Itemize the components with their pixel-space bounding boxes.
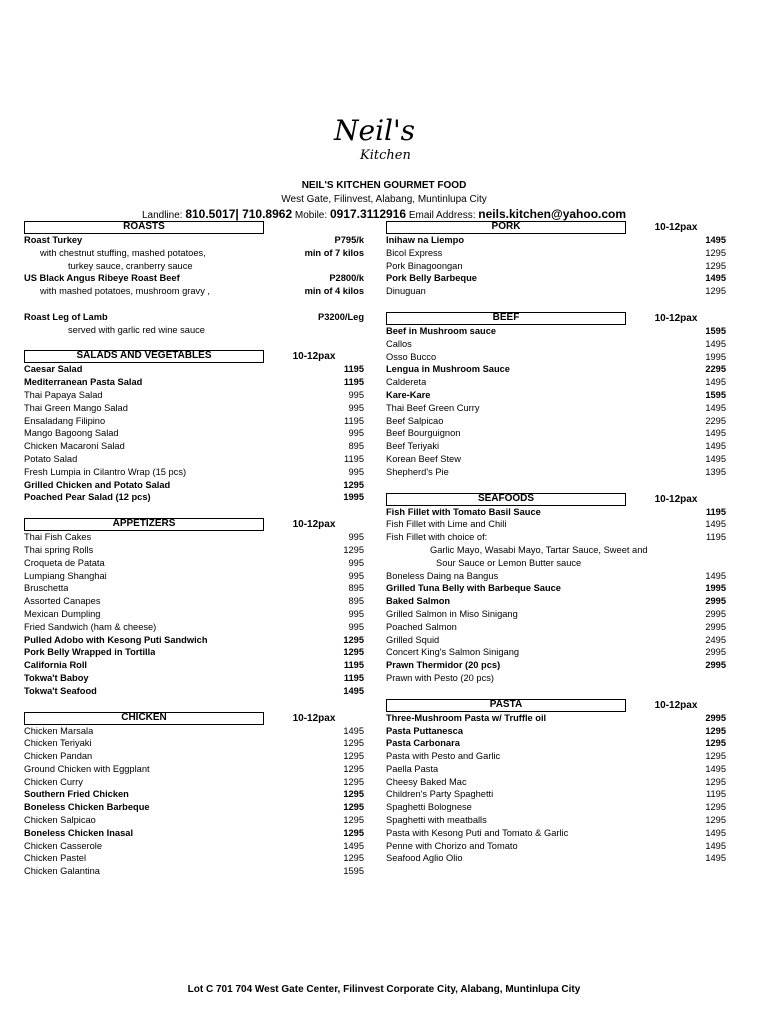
item-name: Pork Belly Barbeque: [386, 273, 477, 284]
item-name: Lumpiang Shanghai: [24, 570, 107, 581]
item-name: Penne with Chorizo and Tomato: [386, 840, 518, 851]
menu-item: [24, 531, 364, 544]
menu-item: [386, 763, 726, 776]
menu-item: [24, 582, 364, 595]
contact-line: [0, 207, 768, 221]
item-price: 995: [348, 389, 364, 400]
menu-item: [386, 531, 726, 544]
menu-item: [386, 415, 726, 428]
section-header: [386, 312, 726, 325]
item-price: 1295: [343, 763, 364, 774]
item-price: 1995: [343, 492, 364, 503]
menu-item: [24, 801, 364, 814]
item-price: 895: [348, 583, 364, 594]
item-name: Tokwa't Seafood: [24, 685, 97, 696]
item-price: 1995: [705, 351, 726, 362]
item-name: Thai Beef Green Curry: [386, 402, 480, 413]
menu-item: [386, 582, 726, 595]
item-name: Mexican Dumpling: [24, 608, 101, 619]
item-price: 2995: [705, 621, 726, 632]
section-header: [24, 350, 364, 363]
item-name: Roast Turkey: [24, 235, 83, 245]
item-price: 1495: [705, 441, 726, 452]
menu-item: [24, 737, 364, 750]
menu-item: [386, 453, 726, 466]
item-price: 1295: [343, 634, 364, 645]
menu-item: [386, 376, 726, 389]
item-price: P795/k: [334, 235, 364, 245]
menu-item: [386, 725, 726, 738]
item-name: Prawn Thermidor (20 pcs): [386, 660, 501, 671]
menu-item: [24, 685, 364, 698]
menu-section: [24, 350, 364, 504]
menu-item: [24, 491, 364, 504]
item-price: 1295: [705, 286, 726, 297]
item-price: 1495: [343, 840, 364, 851]
item-name: Fish Fillet with choice of:: [386, 532, 488, 543]
menu-item: [24, 750, 364, 763]
section-pax: 10-12pax: [292, 351, 336, 363]
section-pax: 10-12pax: [654, 222, 698, 233]
menu-item: [386, 402, 726, 415]
item-price: 1195: [343, 364, 364, 375]
item-price: 1295: [343, 544, 364, 555]
item-name: Fish Fillet with Lime and Chili: [386, 519, 507, 530]
item-name: Dinuguan: [386, 286, 426, 297]
menu-item: [386, 634, 726, 647]
menu-item: [386, 506, 726, 519]
item-price: 1195: [344, 415, 364, 426]
menu-item: [386, 440, 726, 453]
item-price: 1495: [705, 428, 726, 439]
item-name: Chicken Galantina: [24, 866, 100, 877]
item-name: Boneless Chicken Barbeque: [24, 802, 150, 813]
menu-item: [386, 247, 726, 260]
item-name: Boneless Daing na Bangus: [386, 570, 499, 581]
item-price: 2495: [705, 634, 726, 645]
item-price: 1295: [343, 827, 364, 838]
menu-item: [24, 402, 364, 415]
menu-item: [386, 518, 726, 531]
item-name: Beef Teriyaki: [386, 441, 440, 452]
menu-item: [386, 570, 726, 583]
menu-item: [24, 247, 364, 260]
item-price: 1495: [705, 235, 726, 245]
item-name: Lengua in Mushroom Sauce: [386, 364, 510, 375]
spacer: [24, 298, 364, 311]
item-name: Grilled Salmon in Miso Sinigang: [386, 608, 518, 619]
item-name: Baked Salmon: [386, 596, 451, 607]
item-price: 1295: [343, 479, 364, 490]
item-name: Thai spring Rolls: [24, 544, 94, 555]
item-name: Grilled Chicken and Potato Salad: [24, 479, 171, 490]
section-header: [24, 221, 364, 234]
left-column: [24, 221, 364, 892]
item-price: 1395: [705, 466, 726, 477]
menu-item: [24, 479, 364, 492]
item-name: Spaghetti with meatballs: [386, 815, 487, 826]
menu-item: [24, 466, 364, 479]
menu-section: [24, 221, 364, 336]
item-name: Osso Bucco: [386, 351, 437, 362]
item-price: 1295: [343, 789, 364, 800]
item-price: min of 7 kilos: [304, 247, 364, 258]
section-title: CHICKEN: [24, 712, 264, 725]
item-price: 1295: [343, 738, 364, 749]
item-name: Cheesy Baked Mac: [386, 776, 467, 787]
item-name: Poached Salmon: [386, 621, 457, 632]
menu-item: [24, 659, 364, 672]
item-price: 1495: [705, 453, 726, 464]
header-address: West Gate, Filinvest, Alabang, Muntinlupa City: [281, 194, 487, 205]
item-price: 1295: [705, 815, 726, 826]
menu-item: [386, 827, 726, 840]
landline-value: 810.5017| 710.8962: [185, 207, 293, 221]
item-name: Bruschetta: [24, 583, 69, 594]
item-price: 1295: [343, 853, 364, 864]
menu-item: [24, 544, 364, 557]
section-title: PORK: [386, 221, 626, 234]
menu-section: [386, 493, 726, 685]
item-name: Beef Salpicao: [386, 415, 444, 426]
item-name: Fish Fillet with Tomato Basil Sauce: [386, 506, 541, 517]
item-price: 1195: [343, 672, 364, 683]
item-note: served with garlic red wine sauce: [68, 324, 205, 335]
menu-item: [24, 827, 364, 840]
item-price: 1195: [343, 377, 364, 388]
item-note: Garlic Mayo, Wasabi Mayo, Tartar Sauce, Sweet and: [430, 544, 648, 555]
item-name: Kare-Kare: [386, 389, 431, 400]
menu-item: [386, 389, 726, 402]
item-name: Seafood Aglio Olio: [386, 853, 463, 864]
item-price: 1295: [705, 802, 726, 813]
menu-item: [24, 376, 364, 389]
email-label: Email Address:: [408, 210, 476, 221]
item-name: Pork Belly Wrapped in Tortilla: [24, 647, 156, 658]
item-price: 995: [348, 570, 364, 581]
item-name: Children's Party Spaghetti: [386, 789, 494, 800]
item-price: 2995: [705, 712, 726, 723]
menu-item: [386, 750, 726, 763]
menu-item: [386, 234, 726, 247]
item-name: Chicken Pandan: [24, 751, 93, 762]
menu-item: [386, 285, 726, 298]
right-column: [386, 221, 726, 879]
menu-item: [386, 659, 726, 672]
menu-item: [386, 788, 726, 801]
item-name: Grilled Squid: [386, 634, 440, 645]
section-header: [386, 221, 726, 234]
item-price: 1195: [705, 506, 726, 517]
menu-item: [24, 814, 364, 827]
menu-item: [24, 311, 364, 324]
menu-item: [386, 608, 726, 621]
item-name: Chicken Salpicao: [24, 815, 96, 826]
item-name: Thai Green Mango Salad: [24, 402, 128, 413]
item-price: 1595: [705, 389, 726, 400]
item-price: 1195: [344, 453, 364, 464]
item-name: US Black Angus Ribeye Roast Beef: [24, 273, 180, 284]
menu-item: [386, 466, 726, 479]
item-price: 1495: [705, 519, 726, 530]
item-price: 1295: [705, 738, 726, 749]
item-name: Concert King's Salmon Sinigang: [386, 647, 520, 658]
item-price: 1295: [343, 647, 364, 658]
menu-section: [386, 699, 726, 866]
item-name: Assorted Canapes: [24, 596, 101, 607]
menu-item: [386, 776, 726, 789]
item-name: Korean Beef Stew: [386, 453, 461, 464]
menu-item: [24, 725, 364, 738]
item-name: Caldereta: [386, 377, 427, 388]
item-name: Pasta Puttanesca: [386, 725, 463, 736]
menu-item: [386, 325, 726, 338]
item-name: Ensaladang Filipino: [24, 415, 106, 426]
item-name: Chicken Macaroni Salad: [24, 441, 125, 452]
item-price: 995: [348, 532, 364, 543]
item-name: Bicol Express: [386, 247, 443, 258]
item-name: Roast Leg of Lamb: [24, 311, 108, 322]
item-name: Callos: [386, 338, 412, 349]
item-name: Thai Papaya Salad: [24, 389, 103, 400]
logo: [324, 112, 444, 172]
item-price: 1495: [343, 685, 364, 696]
item-name: Shepherd's Pie: [386, 466, 449, 477]
item-name: Beef Bourguignon: [386, 428, 461, 439]
menu-item: [24, 852, 364, 865]
item-name: Spaghetti Bolognese: [386, 802, 472, 813]
email-value[interactable]: neils.kitchen@yahoo.com: [478, 207, 627, 221]
menu-item: [24, 595, 364, 608]
item-price: 2995: [705, 596, 726, 607]
menu-item: [24, 763, 364, 776]
item-name: Southern Fried Chicken: [24, 789, 129, 800]
logo-top: Neil's: [334, 114, 416, 147]
item-price: 1295: [705, 776, 726, 787]
item-note: turkey sauce, cranberry sauce: [68, 260, 193, 271]
menu-item: [386, 852, 726, 865]
menu-item: [24, 427, 364, 440]
item-price: 995: [348, 621, 364, 632]
item-note: Sour Sauce or Lemon Butter sauce: [436, 557, 582, 568]
item-name: Three-Mushroom Pasta w/ Truffle oil: [386, 712, 547, 723]
item-price: 995: [348, 608, 364, 619]
menu-item: [386, 646, 726, 659]
menu-item: [24, 621, 364, 634]
section-title: PASTA: [386, 699, 626, 712]
menu-item: [24, 285, 364, 298]
menu-section: [386, 221, 726, 298]
item-price: 1295: [705, 260, 726, 271]
section-pax: 10-12pax: [654, 699, 698, 711]
item-price: 1295: [343, 776, 364, 787]
menu-item: [386, 351, 726, 364]
logo-bottom: Kitchen: [360, 148, 411, 163]
item-name: Tokwa't Baboy: [24, 672, 89, 683]
menu-item: [24, 557, 364, 570]
item-price: 995: [348, 557, 364, 568]
item-name: Pasta with Pesto and Garlic: [386, 751, 501, 762]
item-name: Mango Bagoong Salad: [24, 428, 119, 439]
item-price: 1495: [343, 725, 364, 736]
menu-item: [386, 427, 726, 440]
item-price: 2295: [705, 364, 726, 375]
menu-item: [386, 260, 726, 273]
page-title: NEIL'S KITCHEN GOURMET FOOD: [301, 180, 467, 191]
item-price: 1495: [705, 763, 726, 774]
menu-item: [24, 634, 364, 647]
menu-section: [24, 712, 364, 879]
menu-item: [24, 453, 364, 466]
menu-item: [386, 737, 726, 750]
item-price: 1195: [706, 789, 726, 800]
item-name: Pulled Adobo with Kesong Puti Sandwich: [24, 634, 208, 645]
item-name: Boneless Chicken Inasal: [24, 827, 134, 838]
menu-item: [24, 570, 364, 583]
item-name: Caesar Salad: [24, 364, 83, 375]
item-name: Pasta with Kesong Puti and Tomato & Garlic: [386, 827, 569, 838]
item-name: Thai Fish Cakes: [24, 532, 92, 543]
section-pax: 10-12pax: [654, 312, 698, 324]
menu-section: [386, 312, 726, 479]
item-price: 1295: [343, 802, 364, 813]
section-header: [386, 699, 726, 712]
item-price: 1995: [705, 583, 726, 594]
item-name: Fried Sandwich (ham & cheese): [24, 621, 157, 632]
item-name: with mashed potatoes, mushroom gravy ,: [40, 286, 211, 297]
item-name: with chestnut stuffing, mashed potatoes,: [40, 247, 206, 258]
item-price: 2995: [705, 647, 726, 658]
menu-item: [24, 389, 364, 402]
section-header: [24, 518, 364, 531]
menu-item: [386, 672, 726, 685]
item-price: 995: [348, 466, 364, 477]
section-header: [24, 712, 364, 725]
item-price: 1495: [705, 827, 726, 838]
item-price: 995: [348, 402, 364, 413]
menu-item: [24, 865, 364, 878]
item-name: Chicken Curry: [24, 776, 83, 787]
item-price: 1495: [705, 840, 726, 851]
item-name: Chicken Pastel: [24, 853, 87, 864]
item-price: 1295: [705, 725, 726, 736]
menu-item: [386, 840, 726, 853]
item-name: Grilled Tuna Belly with Barbeque Sauce: [386, 583, 561, 594]
menu-item: [24, 440, 364, 453]
menu-item: [24, 608, 364, 621]
item-price: 1295: [705, 751, 726, 762]
item-price: 1295: [343, 815, 364, 826]
section-title: APPETIZERS: [24, 518, 264, 531]
item-name: Mediterranean Pasta Salad: [24, 377, 143, 388]
menu-item: [24, 776, 364, 789]
item-price: 1495: [705, 570, 726, 581]
item-name: California Roll: [24, 660, 88, 671]
item-name: Paella Pasta: [386, 763, 439, 774]
item-price: 1495: [705, 853, 726, 864]
menu-item: [386, 712, 726, 725]
item-name: Croqueta de Patata: [24, 557, 105, 568]
item-price: 1495: [705, 338, 726, 349]
menu-item: [24, 272, 364, 285]
item-price: 1295: [343, 751, 364, 762]
item-price: 1595: [343, 866, 364, 877]
item-price: 1595: [705, 325, 726, 336]
section-pax: 10-12pax: [292, 712, 336, 724]
item-price: P3200/Leg: [318, 311, 364, 322]
menu-item: [386, 595, 726, 608]
item-name: Beef in Mushroom sauce: [386, 325, 497, 336]
menu-item: [386, 338, 726, 351]
section-pax: [264, 221, 364, 234]
footer-address: Lot C 701 704 West Gate Center, Filinvest Corporate City, Alabang, Muntinlupa City: [187, 984, 581, 995]
menu-item: [386, 801, 726, 814]
section-title: SEAFOODS: [386, 493, 626, 506]
menu-item: [386, 272, 726, 285]
section-header: [386, 493, 726, 506]
item-price: P2800/k: [329, 273, 364, 284]
item-price: 995: [348, 428, 364, 439]
section-title: SALADS AND VEGETABLES: [24, 350, 264, 363]
landline-label: Landline:: [141, 210, 183, 221]
menu-item: [24, 646, 364, 659]
mobile-value: 0917.3112916: [329, 207, 407, 221]
menu-item: [386, 814, 726, 827]
item-price: 895: [348, 596, 364, 607]
item-name: Inihaw na Liempo: [386, 235, 464, 245]
menu-item: [24, 840, 364, 853]
menu-item: [24, 415, 364, 428]
menu-section: [24, 518, 364, 697]
item-name: Chicken Marsala: [24, 725, 94, 736]
menu-item: [386, 363, 726, 376]
item-price: 1495: [705, 402, 726, 413]
item-price: 1195: [706, 532, 726, 543]
item-name: Chicken Casserole: [24, 840, 103, 851]
item-price: 1495: [705, 377, 726, 388]
section-pax: 10-12pax: [292, 519, 336, 531]
menu-item: [24, 672, 364, 685]
section-title: ROASTS: [24, 221, 264, 234]
item-price: min of 4 kilos: [304, 286, 364, 297]
item-price: 1295: [705, 247, 726, 258]
menu-item: [24, 234, 364, 247]
menu-item: [386, 621, 726, 634]
item-price: 2995: [705, 660, 726, 671]
item-name: Ground Chicken with Eggplant: [24, 763, 150, 774]
item-price: 2995: [705, 608, 726, 619]
menu-item: [24, 363, 364, 376]
mobile-label: Mobile:: [294, 210, 328, 221]
item-name: Fresh Lumpia in Cilantro Wrap (15 pcs): [24, 466, 187, 477]
item-price: 1195: [343, 660, 364, 671]
item-name: Prawn with Pesto (20 pcs): [386, 672, 494, 683]
section-pax: 10-12pax: [654, 493, 698, 505]
menu-item: [24, 788, 364, 801]
item-name: Potato Salad: [24, 453, 78, 464]
section-title: BEEF: [386, 312, 626, 325]
item-name: Chicken Teriyaki: [24, 738, 92, 749]
item-price: 895: [348, 441, 364, 452]
item-name: Pasta Carbonara: [386, 738, 460, 749]
item-price: 2295: [705, 415, 726, 426]
item-name: Pork Binagoongan: [386, 260, 463, 271]
item-name: Poached Pear Salad (12 pcs): [24, 492, 151, 503]
item-price: 1495: [705, 273, 726, 284]
